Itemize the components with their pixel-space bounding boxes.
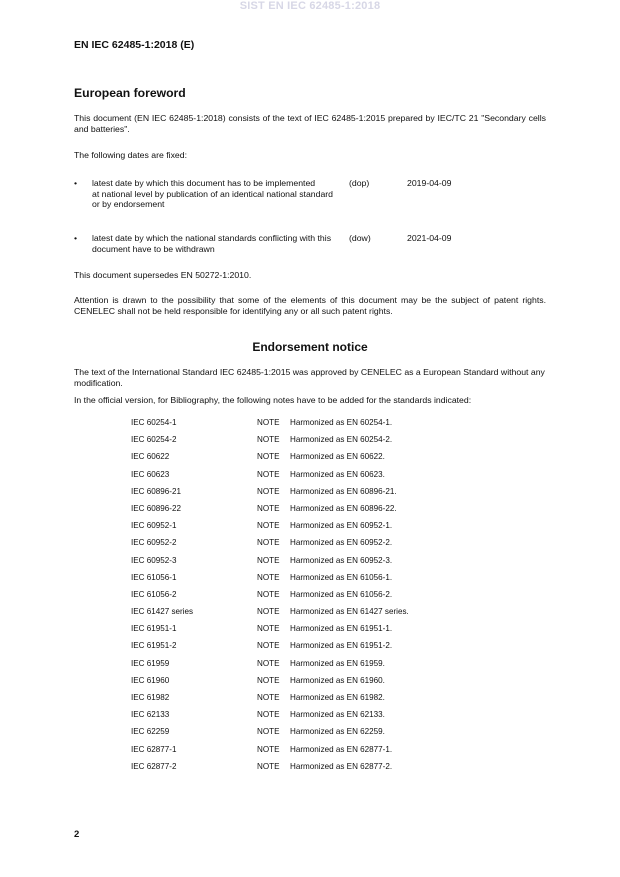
note-label: NOTE <box>257 727 280 737</box>
note-standard: IEC 60254-2 <box>131 435 177 445</box>
note-label: NOTE <box>257 693 280 702</box>
note-row <box>131 659 471 676</box>
bullet-marker: • <box>74 233 78 243</box>
note-label: NOTE <box>257 710 280 720</box>
note-text: Harmonized as EN 62259. <box>290 727 385 737</box>
note-row <box>131 418 471 435</box>
note-text: Harmonized as EN 62877-1. <box>290 744 393 754</box>
document-id-header: EN IEC 62485-1:2018 (E) <box>74 39 195 51</box>
note-row <box>131 452 471 469</box>
date-item-code: (dop) <box>349 178 370 188</box>
note-standard: IEC 61056-2 <box>131 589 177 599</box>
note-row <box>131 762 471 779</box>
note-row <box>131 556 471 573</box>
note-row <box>131 590 471 607</box>
note-label: NOTE <box>257 503 280 513</box>
note-row <box>131 504 471 521</box>
note-text: Harmonized as EN 61056-1. <box>290 572 393 582</box>
note-standard: IEC 61982 <box>131 693 170 702</box>
note-label: NOTE <box>257 486 280 496</box>
note-row <box>131 693 471 710</box>
dates-intro: The following dates are fixed: <box>74 150 188 160</box>
note-standard: IEC 61951-2 <box>131 641 177 651</box>
date-item-description <box>92 233 340 254</box>
note-row <box>131 710 471 727</box>
note-row <box>131 727 471 744</box>
note-label: NOTE <box>257 469 280 479</box>
note-standard: IEC 60952-3 <box>131 555 177 565</box>
note-row <box>131 624 471 641</box>
note-row <box>131 521 471 538</box>
date-item-line1: latest date by which this document has to be implemented <box>92 178 316 188</box>
note-text: Harmonized as EN 60952-2. <box>290 538 393 548</box>
note-text: Harmonized as EN 60622. <box>290 452 385 462</box>
note-text: Harmonized as EN 61951-2. <box>290 641 393 651</box>
note-text: Harmonized as EN 61056-2. <box>290 589 393 599</box>
note-text: Harmonized as EN 61960. <box>290 675 385 685</box>
note-label: NOTE <box>257 589 280 599</box>
note-text: Harmonized as EN 62133. <box>290 710 385 720</box>
bullet-marker: • <box>74 178 78 188</box>
note-row <box>131 538 471 555</box>
note-label: NOTE <box>257 572 280 582</box>
note-text: Harmonized as EN 61427 series. <box>290 607 409 617</box>
foreword-heading: European foreword <box>74 86 186 100</box>
note-standard: IEC 60622 <box>131 452 170 462</box>
foreword-intro: This document (EN IEC 62485-1:2018) consists of the text of IEC 62485-1:2015 prepared by IEC/TC 21 "Secondary cells and batteries". <box>74 113 546 134</box>
note-label: NOTE <box>257 744 280 754</box>
date-item-description <box>92 178 340 210</box>
note-text: Harmonized as EN 60254-2. <box>290 435 393 445</box>
date-item-line2: at national level by publication of an identical national standard or by endorsement <box>92 188 334 209</box>
note-label: NOTE <box>257 658 280 668</box>
note-label: NOTE <box>257 452 280 462</box>
note-row <box>131 470 471 487</box>
note-row <box>131 676 471 693</box>
note-label: NOTE <box>257 521 280 531</box>
note-row <box>131 487 471 504</box>
note-standard: IEC 60952-2 <box>131 538 177 548</box>
date-item-date: 2019-04-09 <box>407 178 452 188</box>
note-text: Harmonized as EN 61951-1. <box>290 624 393 634</box>
note-standard: IEC 60896-22 <box>131 503 181 513</box>
note-standard: IEC 62877-1 <box>131 744 177 754</box>
note-row <box>131 573 471 590</box>
note-text: Harmonized as EN 60623. <box>290 469 385 479</box>
note-text: Harmonized as EN 60952-1. <box>290 521 393 531</box>
note-label: NOTE <box>257 675 280 685</box>
note-text: Harmonized as EN 60254-1. <box>290 418 393 427</box>
note-standard: IEC 61056-1 <box>131 572 177 582</box>
note-standard: IEC 61951-1 <box>131 624 177 634</box>
note-text: Harmonized as EN 61982. <box>290 693 385 702</box>
note-row <box>131 745 471 762</box>
note-text: Harmonized as EN 60896-22. <box>290 503 397 513</box>
note-standard: IEC 60952-1 <box>131 521 177 531</box>
note-standard: IEC 61960 <box>131 675 170 685</box>
date-item-code: (dow) <box>349 233 371 243</box>
note-standard: IEC 62133 <box>131 710 170 720</box>
note-row <box>131 435 471 452</box>
endorsement-para-approved: The text of the International Standard IEC 62485-1:2015 was approved by CENELEC as a European Standard without any modification. <box>74 367 545 388</box>
note-label: NOTE <box>257 607 280 617</box>
note-text: Harmonized as EN 60952-3. <box>290 555 393 565</box>
note-standard: IEC 60623 <box>131 469 170 479</box>
date-item-date: 2021-04-09 <box>407 233 452 243</box>
supersedes-statement: This document supersedes EN 50272-1:2010. <box>74 270 252 280</box>
page-number: 2 <box>74 829 80 840</box>
note-row <box>131 641 471 658</box>
note-standard: IEC 60254-1 <box>131 418 177 427</box>
note-text: Harmonized as EN 60896-21. <box>290 486 397 496</box>
note-label: NOTE <box>257 435 280 445</box>
note-standard: IEC 61427 series <box>131 607 194 617</box>
endorsement-heading: Endorsement notice <box>252 340 368 354</box>
patent-attention: Attention is drawn to the possibility that some of the elements of this document may be the subject of patent rights. CENELEC shall not be held responsible for identifying any or all such patent rights. <box>74 295 546 316</box>
note-label: NOTE <box>257 624 280 634</box>
note-label: NOTE <box>257 418 280 427</box>
note-text: Harmonized as EN 61959. <box>290 658 385 668</box>
watermark: SIST EN IEC 62485-1:2018 <box>239 0 381 12</box>
endorsement-para-bibliography: In the official version, for Bibliography, the following notes have to be added for the standards indicated: <box>74 395 472 405</box>
note-text: Harmonized as EN 62877-2. <box>290 761 393 771</box>
note-label: NOTE <box>257 641 280 651</box>
note-standard: IEC 61959 <box>131 658 170 668</box>
note-label: NOTE <box>257 555 280 565</box>
note-standard: IEC 62259 <box>131 727 170 737</box>
bibliography-notes-list <box>131 418 471 779</box>
note-row <box>131 607 471 624</box>
note-label: NOTE <box>257 538 280 548</box>
note-label: NOTE <box>257 761 280 771</box>
note-standard: IEC 60896-21 <box>131 486 181 496</box>
date-item-line1: latest date by which the national standards conflicting with this document have to be withdrawn <box>92 233 332 254</box>
note-standard: IEC 62877-2 <box>131 761 177 771</box>
